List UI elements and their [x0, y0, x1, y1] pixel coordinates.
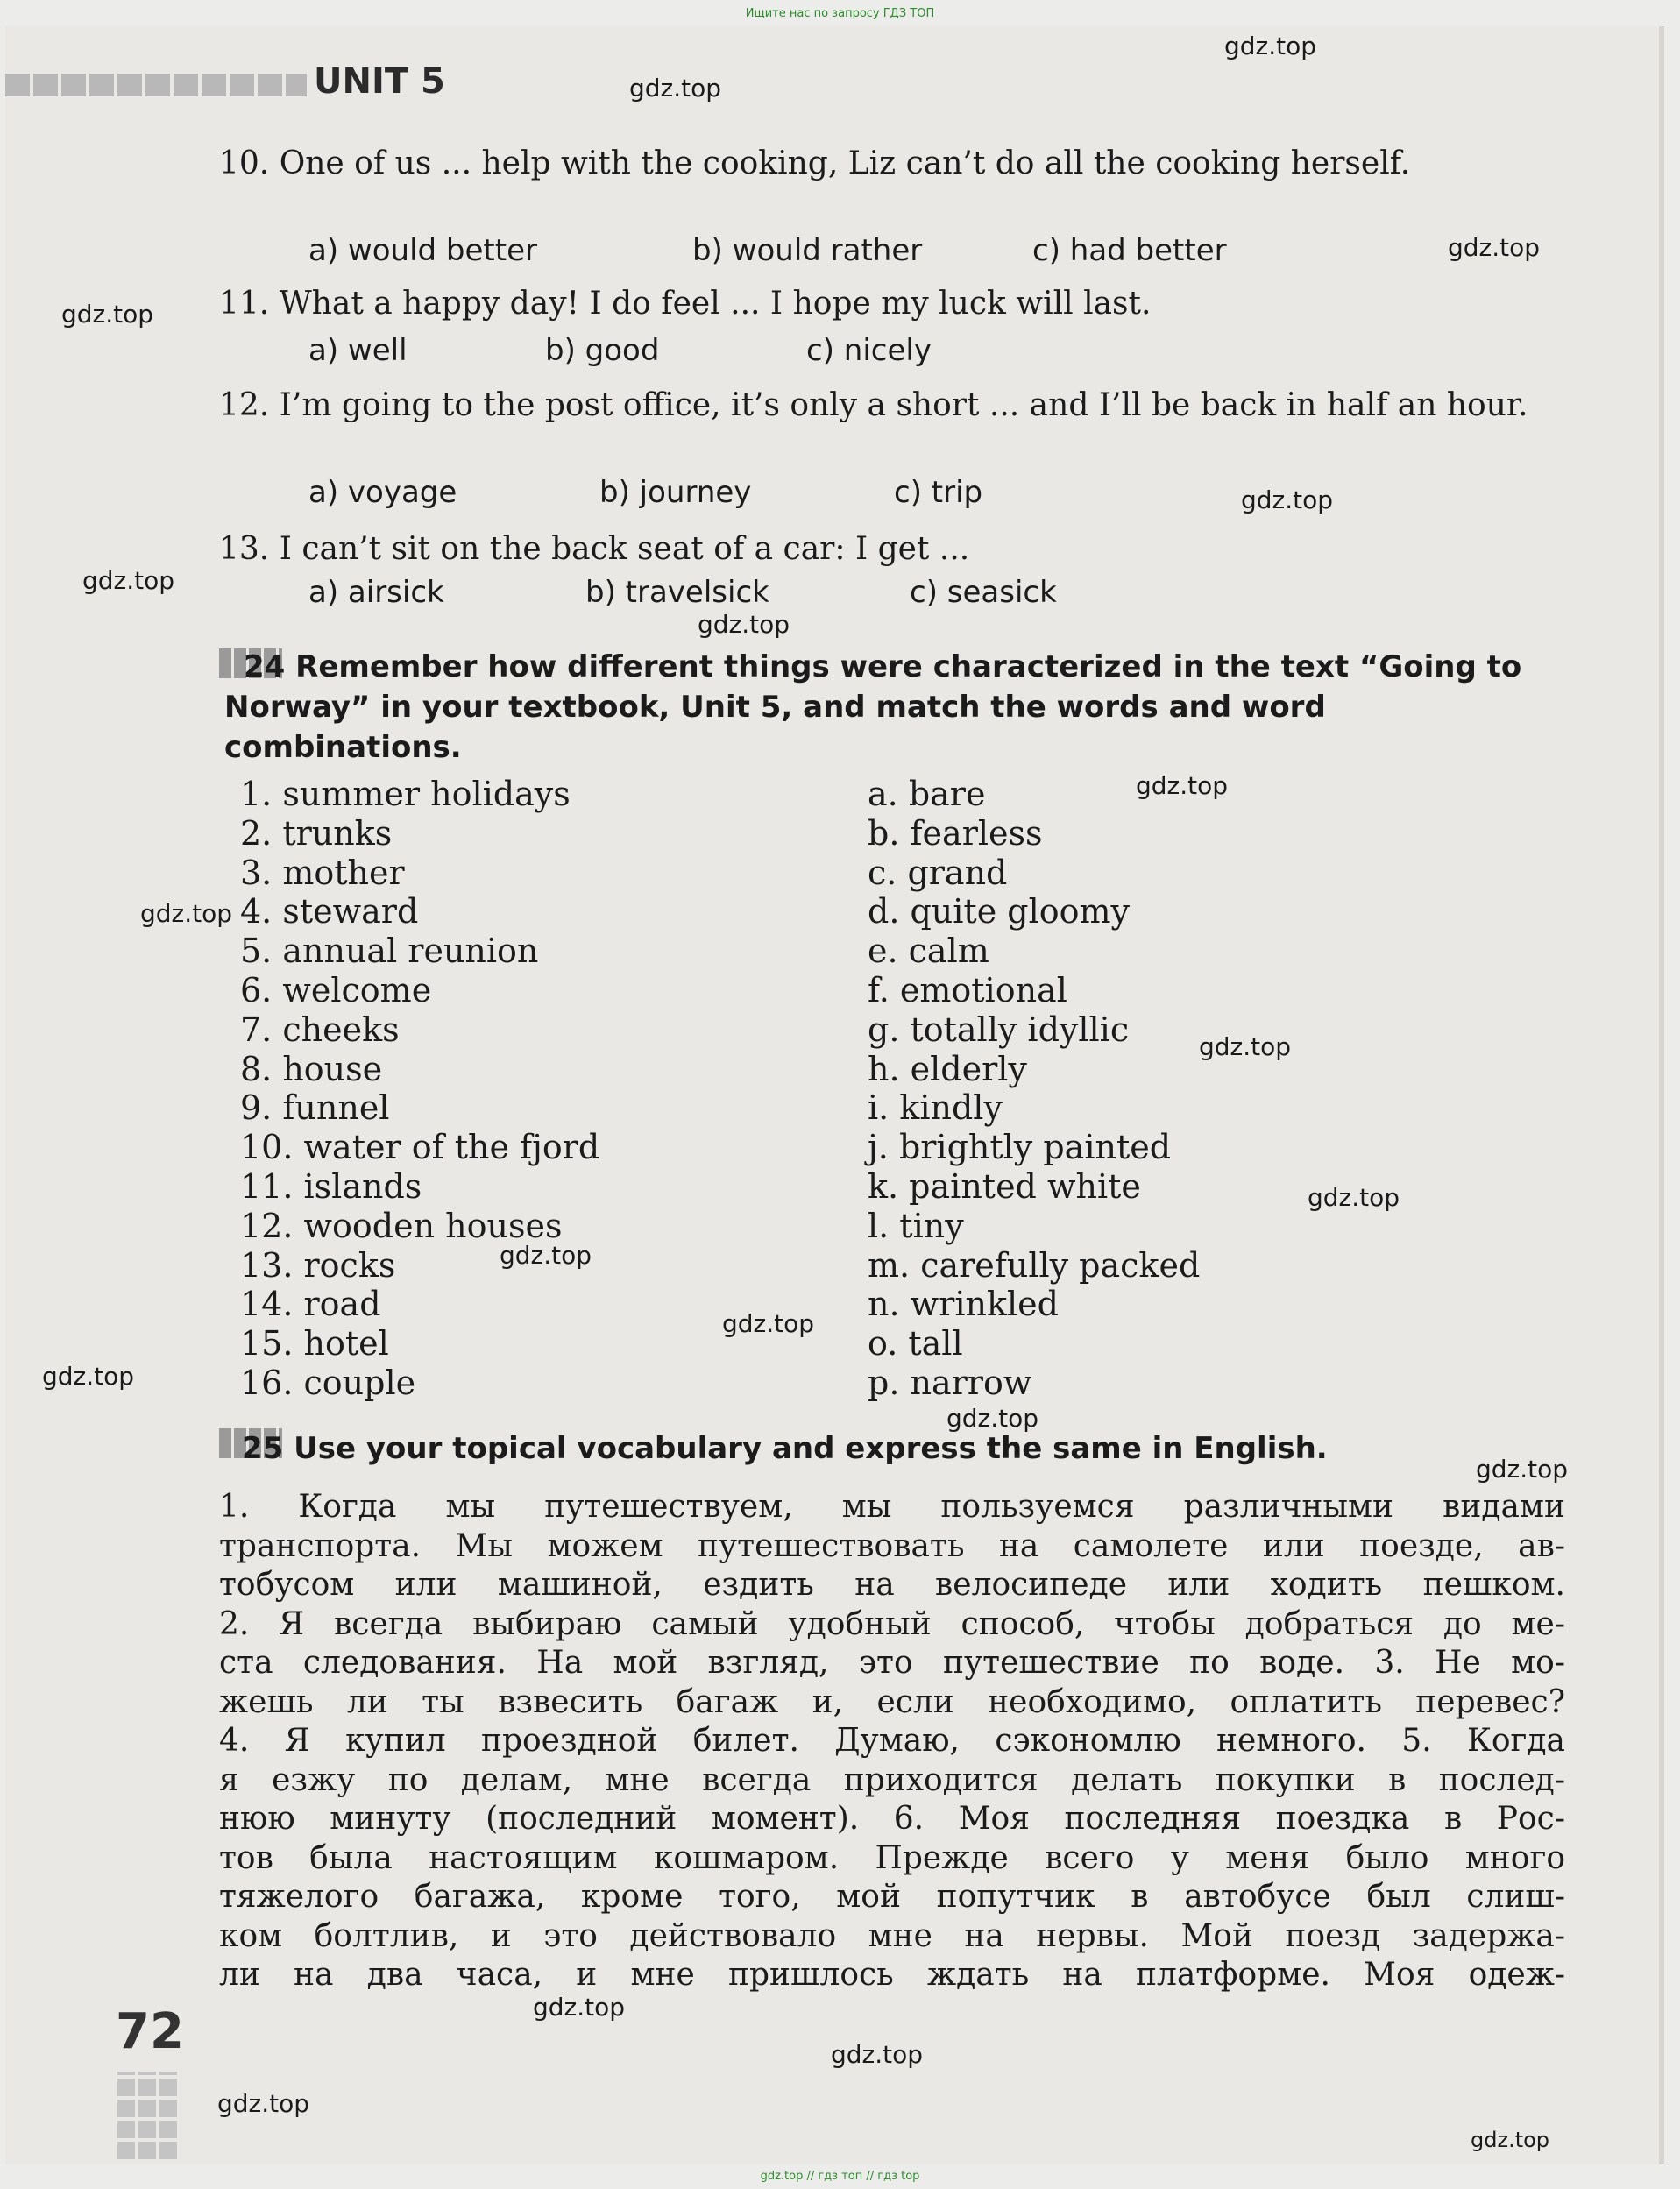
match-right-item: i. kindly: [868, 1088, 1003, 1128]
match-right-item: o. tall: [868, 1324, 963, 1364]
top-banner[interactable]: Ищите нас по запросу ГДЗ ТОП: [745, 7, 935, 20]
match-right-item: c. grand: [868, 853, 1008, 892]
watermark: gdz.top: [698, 610, 790, 639]
question-13-stem: 13. I can’t sit on the back seat of a car: I get ...: [219, 531, 970, 567]
match-left-item: 6. welcome: [240, 970, 432, 1009]
bottom-banner[interactable]: gdz.top // гдз топ // гдз top: [760, 2170, 920, 2183]
match-left-item: 10. water of the fjord: [240, 1128, 600, 1167]
question-11-option-a: a) well: [308, 333, 408, 368]
page-corner-decoration: [117, 2072, 181, 2159]
watermark: gdz.top: [1471, 2128, 1550, 2152]
watermark: gdz.top: [140, 899, 233, 928]
question-13-option-a: a) airsick: [308, 575, 444, 610]
exercise-24-left-column: [240, 775, 599, 1403]
page-number: 72: [116, 2003, 184, 2060]
watermark: gdz.top: [533, 1993, 626, 2022]
match-right-item: a. bare: [868, 775, 986, 813]
match-right-item: j. brightly painted: [868, 1128, 1172, 1167]
text-line: 2. Я всегда выбираю самый удобный способ, чтобы добраться до ме-: [219, 1605, 1565, 1642]
text-line: 1. Когда мы путешествуем, мы пользуемся различными видами: [219, 1489, 1565, 1525]
watermark: gdz.top: [1199, 1032, 1292, 1061]
watermark: gdz.top: [500, 1241, 592, 1270]
match-left-item: 12. wooden houses: [240, 1206, 563, 1245]
question-10-option-c: c) had better: [1032, 233, 1227, 268]
match-right-item: n. wrinkled: [868, 1285, 1059, 1324]
match-right-item: m. carefully packed: [868, 1245, 1201, 1285]
question-10-option-b: b) would rather: [692, 233, 923, 268]
watermark: gdz.top: [1476, 1455, 1569, 1484]
unit-title: UNIT 5: [314, 61, 445, 102]
question-11-stem: 11. What a happy day! I do feel ... I hope my luck will last.: [219, 286, 1152, 322]
text-line: тов была настоящим кошмаром. Прежде всего у меня было много: [219, 1839, 1565, 1876]
watermark: gdz.top: [831, 2040, 924, 2069]
match-right-item: f. emotional: [868, 970, 1067, 1009]
match-right-item: h. elderly: [868, 1049, 1027, 1088]
question-12-stem: 12. I’m going to the post office, it’s only a short ... and I’ll be back in half an hour.: [219, 387, 1528, 423]
match-right-item: e. calm: [868, 932, 989, 971]
question-13-option-b: b) travelsick: [585, 575, 769, 610]
watermark: gdz.top: [42, 1362, 135, 1391]
watermark: gdz.top: [1308, 1183, 1400, 1212]
match-right-item: l. tiny: [868, 1206, 964, 1245]
question-11-option-c: c) nicely: [806, 333, 932, 368]
question-10-stem: 10. One of us ... help with the cooking, Liz can’t do all the cooking herself.: [219, 145, 1411, 181]
question-12-option-a: a) voyage: [308, 475, 457, 510]
match-left-item: 16. couple: [240, 1363, 416, 1402]
watermark: gdz.top: [1224, 32, 1317, 60]
match-left-item: 5. annual reunion: [240, 932, 539, 971]
match-left-item: 3. mother: [240, 853, 405, 892]
exercise-24-right-column: [868, 775, 1200, 1403]
match-left-item: 15. hotel: [240, 1324, 389, 1364]
match-left-item: 14. road: [240, 1285, 381, 1324]
question-11-option-b: b) good: [545, 333, 660, 368]
text-line: транспорта. Мы можем путешествовать на самолете или поезде, ав-: [219, 1527, 1565, 1564]
match-left-item: 1. summer holidays: [240, 775, 571, 813]
question-12-option-b: b) journey: [599, 475, 752, 510]
watermark: gdz.top: [61, 300, 154, 329]
question-12-option-c: c) trip: [894, 475, 983, 510]
match-left-item: 7. cheeks: [240, 1009, 400, 1049]
text-line: я езжу по делам, мне всегда приходится делать покупки в послед-: [219, 1761, 1565, 1798]
unit-header-bar: [5, 74, 307, 96]
text-line: ли на два часа, и мне пришлось ждать на платформе. Моя одеж-: [219, 1957, 1565, 1993]
match-left-item: 4. steward: [240, 892, 419, 932]
match-left-item: 11. islands: [240, 1166, 422, 1206]
watermark: gdz.top: [946, 1404, 1039, 1433]
text-line: нюю минуту (последний момент). 6. Моя последняя поездка в Рос-: [219, 1801, 1565, 1837]
match-right-item: g. totally idyllic: [868, 1009, 1130, 1049]
watermark: gdz.top: [1448, 233, 1541, 262]
text-line: тобусом или машиной, ездить на велосипеде или ходить пешком.: [219, 1567, 1565, 1603]
match-right-item: p. narrow: [868, 1363, 1032, 1402]
exercise-25-text: [219, 1488, 1565, 1995]
match-right-item: k. painted white: [868, 1166, 1141, 1206]
watermark: gdz.top: [217, 2089, 310, 2118]
match-left-item: 13. rocks: [240, 1245, 396, 1285]
text-line: ком болтлив, и это действовало мне на нервы. Мой поезд задержа-: [219, 1917, 1565, 1954]
question-13-option-c: c) seasick: [910, 575, 1057, 610]
text-line: тяжелого багажа, кроме того, мой попутчик в автобусе был слиш-: [219, 1879, 1565, 1915]
exercise-25-heading: 25 Use your topical vocabulary and express the same in English.: [242, 1431, 1328, 1466]
question-10-option-a: a) would better: [308, 233, 537, 268]
text-line: ста следования. На мой взгляд, это путешествие по воде. 3. Не мо-: [219, 1645, 1565, 1681]
watermark: gdz.top: [1136, 771, 1229, 800]
watermark: gdz.top: [629, 74, 722, 103]
match-right-item: b. fearless: [868, 813, 1043, 853]
watermark: gdz.top: [1241, 485, 1334, 514]
match-left-item: 2. trunks: [240, 813, 393, 853]
match-left-item: 8. house: [240, 1049, 383, 1088]
watermark: gdz.top: [722, 1309, 815, 1338]
watermark: gdz.top: [82, 566, 175, 595]
match-left-item: 9. funnel: [240, 1088, 390, 1128]
text-line: 4. Я купил проездной билет. Думаю, сэкономлю немного. 5. Когда: [219, 1723, 1565, 1759]
exercise-24-heading: 24 Remember how different things were characterized in the text “Going to Norway” in your textbook, Unit 5, and match the words and word combinations.: [224, 649, 1522, 765]
text-line: жешь ли ты взвесить багаж и, если необходимо, оплатить перевес?: [219, 1683, 1565, 1720]
match-right-item: d. quite gloomy: [868, 892, 1131, 932]
